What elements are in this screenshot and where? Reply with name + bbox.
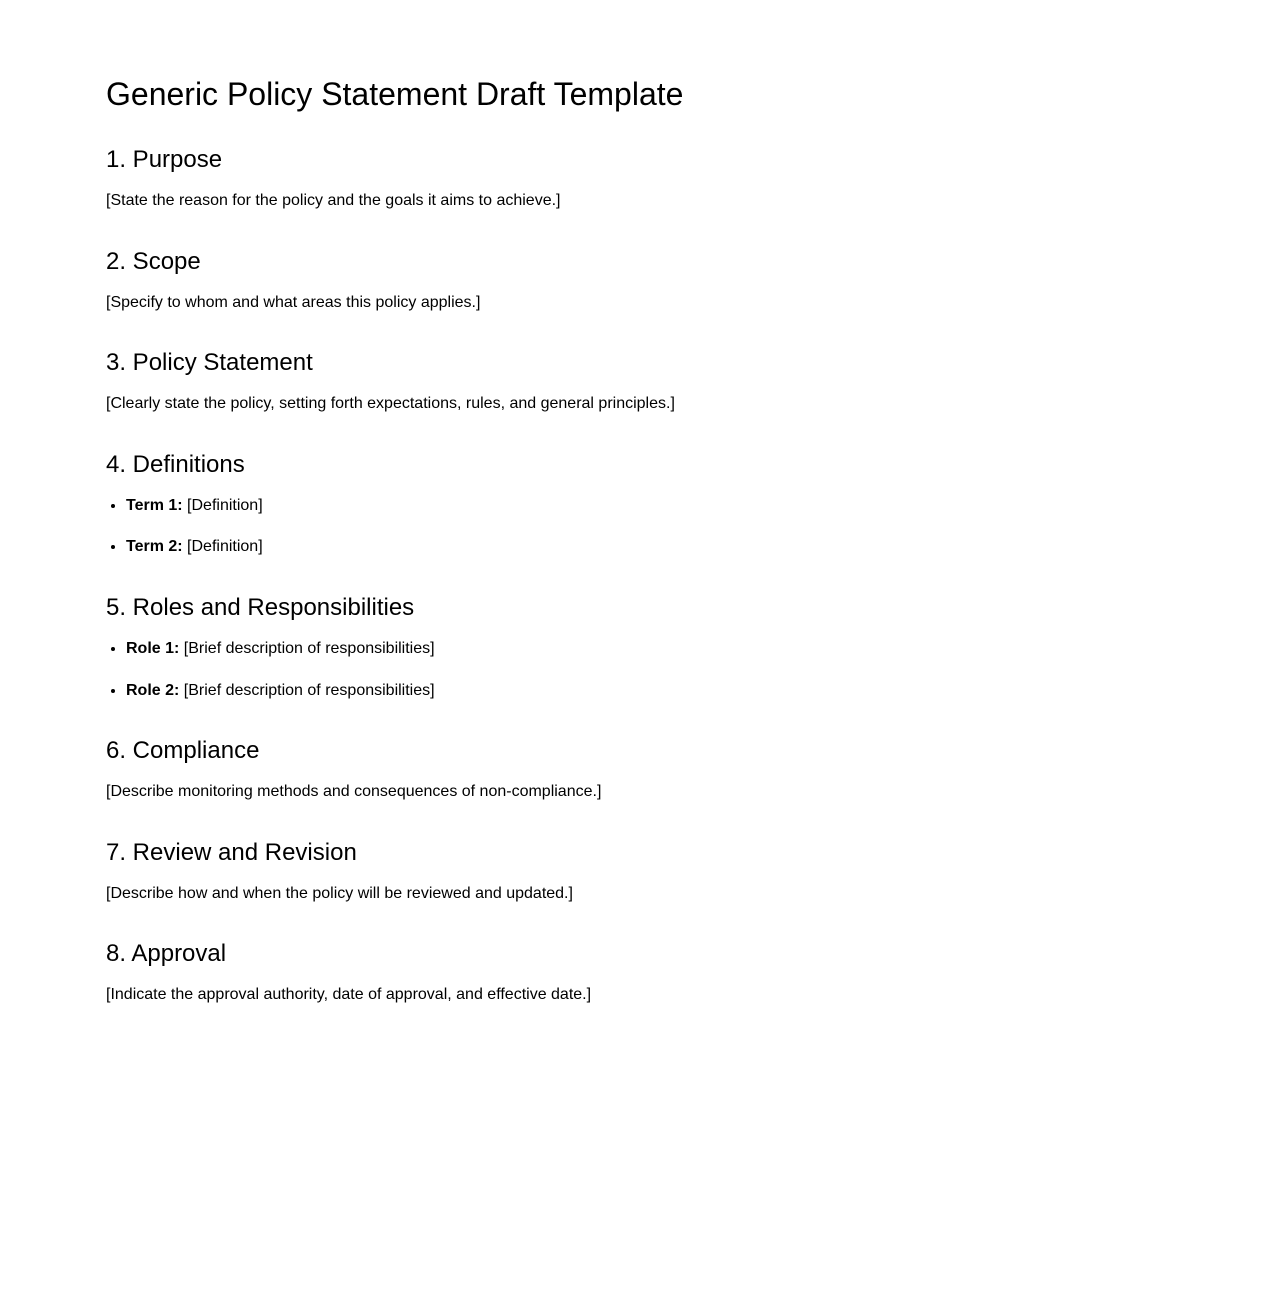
section-heading: 6. Compliance (106, 737, 260, 764)
section-roles (106, 594, 435, 700)
term-label: Term 2: (126, 538, 183, 555)
document-title: Generic Policy Statement Draft Template (106, 76, 684, 112)
section-text: [State the reason for the policy and the goals it aims to achieve.] (106, 192, 561, 209)
section-review (106, 839, 573, 903)
term-label: Term 1: (126, 497, 183, 514)
section-heading: 2. Scope (106, 248, 201, 275)
section-heading: 8. Approval (106, 940, 227, 967)
list-item (126, 682, 435, 700)
role-label: Role 1: (126, 640, 180, 657)
section-heading: 1. Purpose (106, 146, 223, 173)
list-item (126, 497, 263, 515)
role-description: [Brief description of responsibilities] (179, 640, 435, 657)
list-item (126, 640, 435, 658)
section-heading: 4. Definitions (106, 451, 245, 478)
section-heading: 3. Policy Statement (106, 349, 313, 376)
section-heading: 5. Roles and Responsibilities (106, 594, 415, 621)
section-policy-statement (106, 349, 675, 413)
roles-list (106, 640, 435, 700)
section-text: [Indicate the approval authority, date of approval, and effective date.] (106, 986, 592, 1003)
section-text: [Describe monitoring methods and consequences of non-compliance.] (106, 783, 602, 800)
section-compliance (106, 737, 601, 801)
section-heading: 7. Review and Revision (106, 839, 357, 866)
term-definition: [Definition] (182, 497, 263, 514)
section-text: [Specify to whom and what areas this policy applies.] (106, 294, 481, 311)
term-definition: [Definition] (182, 538, 263, 555)
list-item (126, 538, 263, 556)
section-scope (106, 248, 480, 312)
section-text: [Describe how and when the policy will be reviewed and updated.] (106, 885, 573, 902)
section-text: [Clearly state the policy, setting forth expectations, rules, and general principles.] (106, 395, 675, 412)
section-definitions (106, 451, 263, 556)
section-purpose (106, 146, 560, 210)
section-approval (106, 940, 591, 1004)
role-label: Role 2: (126, 682, 180, 699)
definitions-list (106, 497, 263, 556)
role-description: [Brief description of responsibilities] (179, 682, 435, 699)
